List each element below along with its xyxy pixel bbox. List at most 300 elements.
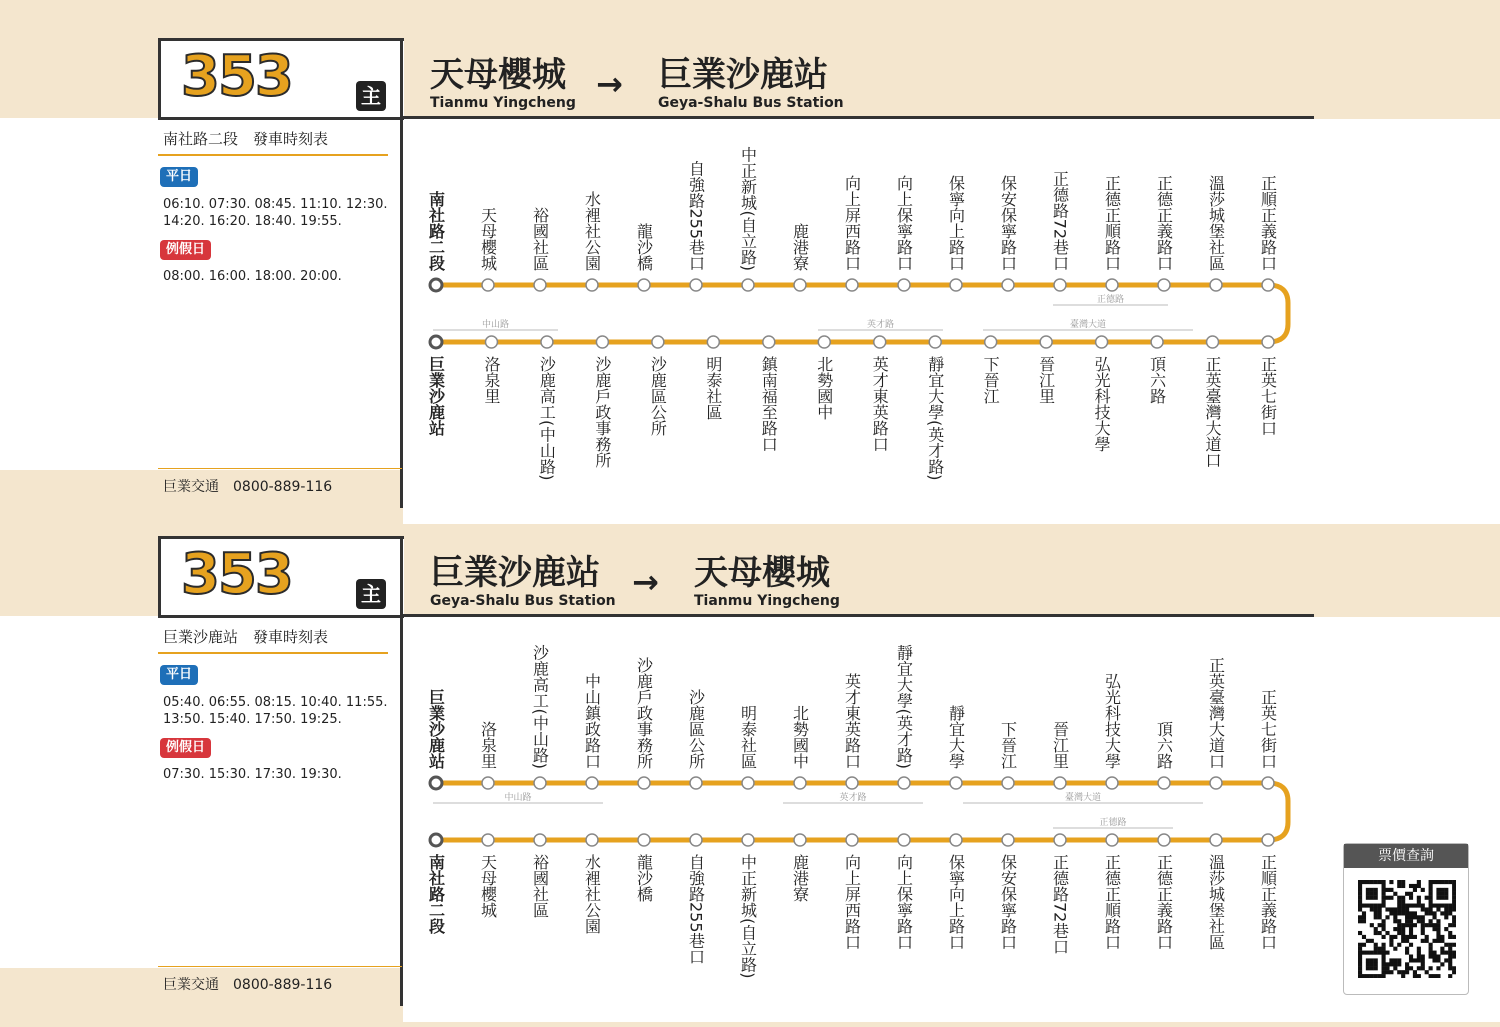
qr-module: [1401, 974, 1405, 978]
destination: [658, 55, 844, 111]
qr-module: [1374, 931, 1378, 935]
main-route-badge: 主: [356, 579, 386, 609]
qr-module: [1378, 947, 1382, 951]
qr-module: [1448, 951, 1452, 955]
qr-module: [1382, 970, 1386, 974]
qr-module: [1382, 880, 1386, 884]
qr-module: [1421, 962, 1425, 966]
qr-module: [1405, 966, 1409, 970]
qr-module: [1417, 915, 1421, 919]
bottom-road-label: 中山路: [481, 320, 510, 330]
qr-module: [1429, 888, 1433, 892]
qr-module: [1397, 884, 1401, 888]
stop-name: 裕國社區: [530, 207, 550, 271]
stop-marker: [742, 777, 754, 789]
qr-module: [1413, 974, 1417, 978]
qr-module: [1425, 907, 1429, 911]
stop-name: 鎮南福至路口: [759, 356, 779, 452]
stop-name: 明泰社區: [738, 705, 758, 769]
qr-module: [1429, 943, 1433, 947]
stop-marker: [1262, 834, 1274, 846]
stop-marker: [1054, 279, 1066, 291]
stop-name: 正英七街口: [1258, 356, 1278, 436]
qr-module: [1382, 904, 1386, 908]
destination-name: 天母櫻城: [694, 553, 830, 593]
qr-module: [1413, 935, 1417, 939]
qr-module: [1440, 904, 1444, 908]
stop-name: 正英臺灣大道口: [1203, 356, 1223, 468]
stop-name: 沙鹿區公所: [648, 356, 668, 436]
stop-name: 巨業沙鹿站: [426, 356, 446, 436]
qr-module: [1385, 970, 1389, 974]
qr-module: [1436, 919, 1440, 923]
holiday-tag: 例假日: [160, 240, 211, 260]
qr-module: [1448, 911, 1452, 915]
qr-title: 票價查詢: [1344, 844, 1468, 868]
stop-name: 中山鎮政路口: [582, 673, 602, 769]
stop-name: 保寧向上路口: [946, 175, 966, 271]
route-map: [403, 617, 1500, 1022]
stop-marker: [1054, 777, 1066, 789]
stop-name: 弘光科技大學: [1102, 673, 1122, 769]
stop-name: 沙鹿高工(中山路): [530, 644, 550, 769]
qr-module: [1436, 966, 1440, 970]
stop-marker: [950, 777, 962, 789]
company-divider: [158, 468, 402, 469]
qr-module: [1374, 911, 1378, 915]
qr-module: [1452, 900, 1456, 904]
stop-name: 自強路255巷口: [686, 160, 706, 271]
qr-module: [1366, 962, 1370, 966]
stop-name: 正德路72巷口: [1050, 854, 1070, 955]
route-number-box: [158, 38, 404, 120]
stop-name: 晉江里: [1036, 356, 1056, 404]
divider-horizontal: [402, 116, 1314, 119]
qr-module: [1358, 880, 1362, 884]
qr-module: [1358, 974, 1362, 978]
qr-module: [1370, 907, 1374, 911]
arrow-right-icon: →: [632, 563, 659, 601]
qr-module: [1370, 939, 1374, 943]
qr-module: [1409, 896, 1413, 900]
qr-module: [1429, 880, 1433, 884]
qr-module: [1436, 892, 1440, 896]
stop-marker: [985, 336, 997, 348]
qr-module: [1370, 904, 1374, 908]
qr-module: [1436, 927, 1440, 931]
qr-module: [1432, 958, 1436, 962]
qr-module: [1393, 907, 1397, 911]
qr-module: [1436, 931, 1440, 935]
stop-name: 正德正順路口: [1102, 854, 1122, 950]
stop-marker: [846, 834, 858, 846]
qr-module: [1417, 904, 1421, 908]
stop-name: 保安保寧路口: [998, 175, 1018, 271]
qr-module: [1397, 904, 1401, 908]
qr-module: [1401, 880, 1405, 884]
qr-module: [1429, 923, 1433, 927]
stop-name: 洛泉里: [478, 721, 498, 769]
qr-module: [1358, 966, 1362, 970]
qr-module: [1385, 907, 1389, 911]
destination-name-en: Tianmu Yingcheng: [694, 593, 840, 609]
schedule-card: [0, 616, 402, 968]
qr-module: [1405, 962, 1409, 966]
qr-module: [1425, 970, 1429, 974]
qr-module: [1358, 888, 1362, 892]
qr-module: [1436, 923, 1440, 927]
qr-module: [1401, 900, 1405, 904]
qr-module: [1444, 880, 1448, 884]
qr-module: [1370, 951, 1374, 955]
qr-module: [1393, 962, 1397, 966]
stop-name: 南社路二段: [426, 854, 446, 934]
qr-module: [1401, 927, 1405, 931]
qr-module: [1370, 962, 1374, 966]
qr-module: [1452, 935, 1456, 939]
qr-module: [1378, 931, 1382, 935]
route-number-box: [158, 536, 404, 618]
qr-module: [1421, 915, 1425, 919]
stop-marker: [1002, 777, 1014, 789]
qr-module: [1401, 896, 1405, 900]
qr-module: [1452, 919, 1456, 923]
qr-module: [1440, 947, 1444, 951]
qr-module: [1393, 947, 1397, 951]
stop-name: 溫莎城堡社區: [1206, 854, 1226, 950]
qr-module: [1432, 911, 1436, 915]
qr-module: [1448, 962, 1452, 966]
qr-module: [1413, 888, 1417, 892]
qr-module: [1436, 939, 1440, 943]
stop-name: 北勢國中: [790, 705, 810, 769]
stop-name: 保安保寧路口: [998, 854, 1018, 950]
stop-marker: [1002, 279, 1014, 291]
stop-name: 向上屏西路口: [842, 854, 862, 950]
qr-module: [1409, 935, 1413, 939]
stop-name: 靜宜大學(英才路): [894, 644, 914, 769]
stop-name: 向上屏西路口: [842, 175, 862, 271]
route-number: 353: [181, 542, 292, 607]
qr-module: [1358, 915, 1362, 919]
qr-module: [1382, 927, 1386, 931]
stop-name: 中正新城(自立路): [738, 146, 758, 271]
qr-module: [1425, 896, 1429, 900]
stop-name: 下晉江: [981, 356, 1001, 404]
qr-module: [1429, 892, 1433, 896]
qr-module: [1374, 880, 1378, 884]
stop-marker: [1040, 336, 1052, 348]
origin-name: 巨業沙鹿站: [430, 553, 600, 593]
qr-module: [1440, 911, 1444, 915]
qr-module: [1405, 907, 1409, 911]
qr-module: [1436, 896, 1440, 900]
qr-module: [1409, 943, 1413, 947]
stop-marker: [586, 279, 598, 291]
qr-module: [1397, 900, 1401, 904]
qr-module: [1382, 892, 1386, 896]
stop-marker: [482, 834, 494, 846]
stop-name: 北勢國中: [814, 356, 834, 420]
weekday-tag: 平日: [160, 665, 198, 685]
qr-module: [1401, 904, 1405, 908]
stop-name: 向上保寧路口: [894, 854, 914, 950]
qr-module: [1405, 947, 1409, 951]
stop-name: 巨業沙鹿站: [426, 689, 446, 769]
qr-module: [1358, 947, 1362, 951]
qr-module: [1448, 907, 1452, 911]
qr-module: [1382, 962, 1386, 966]
qr-module: [1429, 896, 1433, 900]
qr-module: [1448, 947, 1452, 951]
qr-module: [1452, 923, 1456, 927]
qr-module: [1421, 954, 1425, 958]
divider-vertical: [400, 536, 403, 1006]
qr-module: [1405, 935, 1409, 939]
qr-module: [1440, 935, 1444, 939]
weekday-times: 05:40. 06:55. 08:15. 10:40. 11:55. 13:50. 15:40. 17:50. 19:25.: [163, 695, 388, 727]
qr-module: [1452, 970, 1456, 974]
fare-qr-card[interactable]: [1343, 843, 1469, 995]
qr-module: [1374, 966, 1378, 970]
qr-module: [1452, 915, 1456, 919]
qr-module: [1448, 966, 1452, 970]
holiday-tag: 例假日: [160, 738, 211, 758]
qr-module: [1425, 923, 1429, 927]
stop-name: 水裡社公園: [582, 191, 602, 271]
qr-module: [1378, 880, 1382, 884]
stop-name: 明泰社區: [703, 356, 723, 420]
stop-name: 正德正順路口: [1102, 175, 1122, 271]
stop-marker: [1207, 336, 1219, 348]
stop-marker: [430, 834, 442, 846]
qr-module: [1444, 904, 1448, 908]
qr-module: [1362, 915, 1366, 919]
qr-module: [1358, 907, 1362, 911]
stop-marker: [1262, 777, 1274, 789]
qr-module: [1448, 954, 1452, 958]
qr-module: [1378, 907, 1382, 911]
stop-name: 沙鹿戶政事務所: [592, 356, 612, 468]
qr-module: [1401, 884, 1405, 888]
qr-module: [1370, 888, 1374, 892]
schedule-card: [0, 118, 402, 470]
qr-module: [1366, 888, 1370, 892]
qr-module: [1397, 943, 1401, 947]
qr-module: [1374, 904, 1378, 908]
qr-module: [1401, 939, 1405, 943]
route-panel-2: [0, 498, 1500, 998]
schedule-underline: [158, 154, 388, 156]
qr-module: [1429, 919, 1433, 923]
qr-module: [1374, 915, 1378, 919]
company-contact: 巨業交通 0800-889-116: [163, 479, 333, 495]
stop-marker: [690, 834, 702, 846]
qr-module: [1393, 927, 1397, 931]
stop-marker: [652, 336, 664, 348]
stop-marker: [874, 336, 886, 348]
qr-module: [1409, 958, 1413, 962]
qr-module: [1444, 896, 1448, 900]
stop-name: 向上保寧路口: [894, 175, 914, 271]
qr-module: [1358, 951, 1362, 955]
qr-module: [1436, 935, 1440, 939]
qr-module: [1382, 884, 1386, 888]
qr-module: [1405, 951, 1409, 955]
qr-module: [1436, 907, 1440, 911]
stop-name: 天母櫻城: [478, 207, 498, 271]
qr-module: [1405, 939, 1409, 943]
qr-module: [1432, 923, 1436, 927]
qr-module: [1382, 974, 1386, 978]
qr-module: [1374, 888, 1378, 892]
qr-code-icon[interactable]: [1358, 880, 1456, 978]
qr-module: [1382, 951, 1386, 955]
qr-module: [1362, 904, 1366, 908]
stop-marker: [763, 336, 775, 348]
stop-name: 頂六路: [1154, 721, 1174, 769]
qr-module: [1413, 970, 1417, 974]
qr-module: [1432, 927, 1436, 931]
qr-module: [1362, 974, 1366, 978]
arrow-right-icon: →: [596, 65, 623, 103]
stop-marker: [707, 336, 719, 348]
route-line: [436, 285, 1288, 342]
qr-module: [1366, 958, 1370, 962]
stop-marker: [430, 279, 442, 291]
qr-module: [1429, 911, 1433, 915]
qr-module: [1389, 911, 1393, 915]
qr-module: [1366, 896, 1370, 900]
qr-module: [1452, 943, 1456, 947]
bottom-road-label: 臺灣大道: [1069, 320, 1107, 330]
stop-name: 裕國社區: [530, 854, 550, 918]
qr-module: [1389, 962, 1393, 966]
stop-name: 水裡社公園: [582, 854, 602, 934]
stop-marker: [898, 777, 910, 789]
qr-module: [1374, 951, 1378, 955]
qr-module: [1358, 884, 1362, 888]
stop-marker: [1158, 777, 1170, 789]
destination: [694, 553, 840, 609]
qr-module: [1425, 911, 1429, 915]
stop-name: 南社路二段: [426, 191, 446, 271]
stop-marker: [485, 336, 497, 348]
divider-vertical: [400, 38, 403, 508]
qr-module: [1397, 962, 1401, 966]
destination-name-en: Geya-Shalu Bus Station: [658, 95, 844, 111]
qr-module: [1393, 915, 1397, 919]
stop-marker: [794, 834, 806, 846]
qr-module: [1440, 951, 1444, 955]
schedule-underline: [158, 652, 388, 654]
qr-module: [1429, 884, 1433, 888]
stop-name: 保寧向上路口: [946, 854, 966, 950]
stop-name: 正德正義路口: [1154, 175, 1174, 271]
qr-module: [1417, 900, 1421, 904]
qr-module: [1397, 923, 1401, 927]
qr-module: [1389, 907, 1393, 911]
qr-module: [1405, 904, 1409, 908]
stop-marker: [482, 279, 494, 291]
stop-name: 洛泉里: [481, 356, 501, 404]
qr-module: [1452, 892, 1456, 896]
qr-module: [1452, 951, 1456, 955]
qr-module: [1436, 954, 1440, 958]
qr-module: [1413, 915, 1417, 919]
company-contact: 巨業交通 0800-889-116: [163, 977, 333, 993]
stop-marker: [534, 279, 546, 291]
qr-module: [1405, 915, 1409, 919]
qr-module: [1358, 962, 1362, 966]
qr-module: [1413, 884, 1417, 888]
qr-module: [1409, 954, 1413, 958]
qr-module: [1425, 935, 1429, 939]
qr-module: [1362, 880, 1366, 884]
stop-marker: [541, 336, 553, 348]
qr-module: [1417, 951, 1421, 955]
qr-module: [1374, 958, 1378, 962]
qr-module: [1417, 896, 1421, 900]
stop-marker: [1054, 834, 1066, 846]
qr-module: [1393, 958, 1397, 962]
stop-marker: [950, 279, 962, 291]
qr-module: [1389, 896, 1393, 900]
qr-module: [1393, 919, 1397, 923]
qr-module: [1452, 966, 1456, 970]
stop-marker: [596, 336, 608, 348]
qr-module: [1358, 900, 1362, 904]
qr-module: [1432, 939, 1436, 943]
stop-marker: [534, 834, 546, 846]
qr-module: [1413, 958, 1417, 962]
qr-module: [1378, 951, 1382, 955]
qr-module: [1378, 974, 1382, 978]
qr-module: [1405, 923, 1409, 927]
qr-module: [1405, 892, 1409, 896]
qr-module: [1401, 935, 1405, 939]
stop-name: 靜宜大學: [946, 705, 966, 769]
qr-module: [1358, 970, 1362, 974]
qr-module: [1358, 904, 1362, 908]
qr-module: [1374, 962, 1378, 966]
schedule-title: 巨業沙鹿站 發車時刻表: [163, 628, 329, 646]
stop-marker: [430, 336, 442, 348]
qr-module: [1421, 923, 1425, 927]
stop-marker: [1106, 777, 1118, 789]
qr-module: [1432, 951, 1436, 955]
stop-marker: [846, 279, 858, 291]
qr-module: [1440, 896, 1444, 900]
qr-module: [1448, 974, 1452, 978]
qr-module: [1421, 919, 1425, 923]
qr-module: [1436, 958, 1440, 962]
qr-module: [1429, 966, 1433, 970]
qr-module: [1452, 880, 1456, 884]
qr-module: [1385, 951, 1389, 955]
qr-module: [1440, 880, 1444, 884]
qr-module: [1413, 911, 1417, 915]
qr-module: [1409, 931, 1413, 935]
stop-name: 晉江里: [1050, 721, 1070, 769]
destination-name: 巨業沙鹿站: [658, 55, 828, 95]
stop-marker: [1002, 834, 1014, 846]
stop-marker: [1151, 336, 1163, 348]
qr-module: [1370, 896, 1374, 900]
qr-module: [1409, 892, 1413, 896]
stop-marker: [1210, 834, 1222, 846]
origin: [430, 55, 576, 111]
